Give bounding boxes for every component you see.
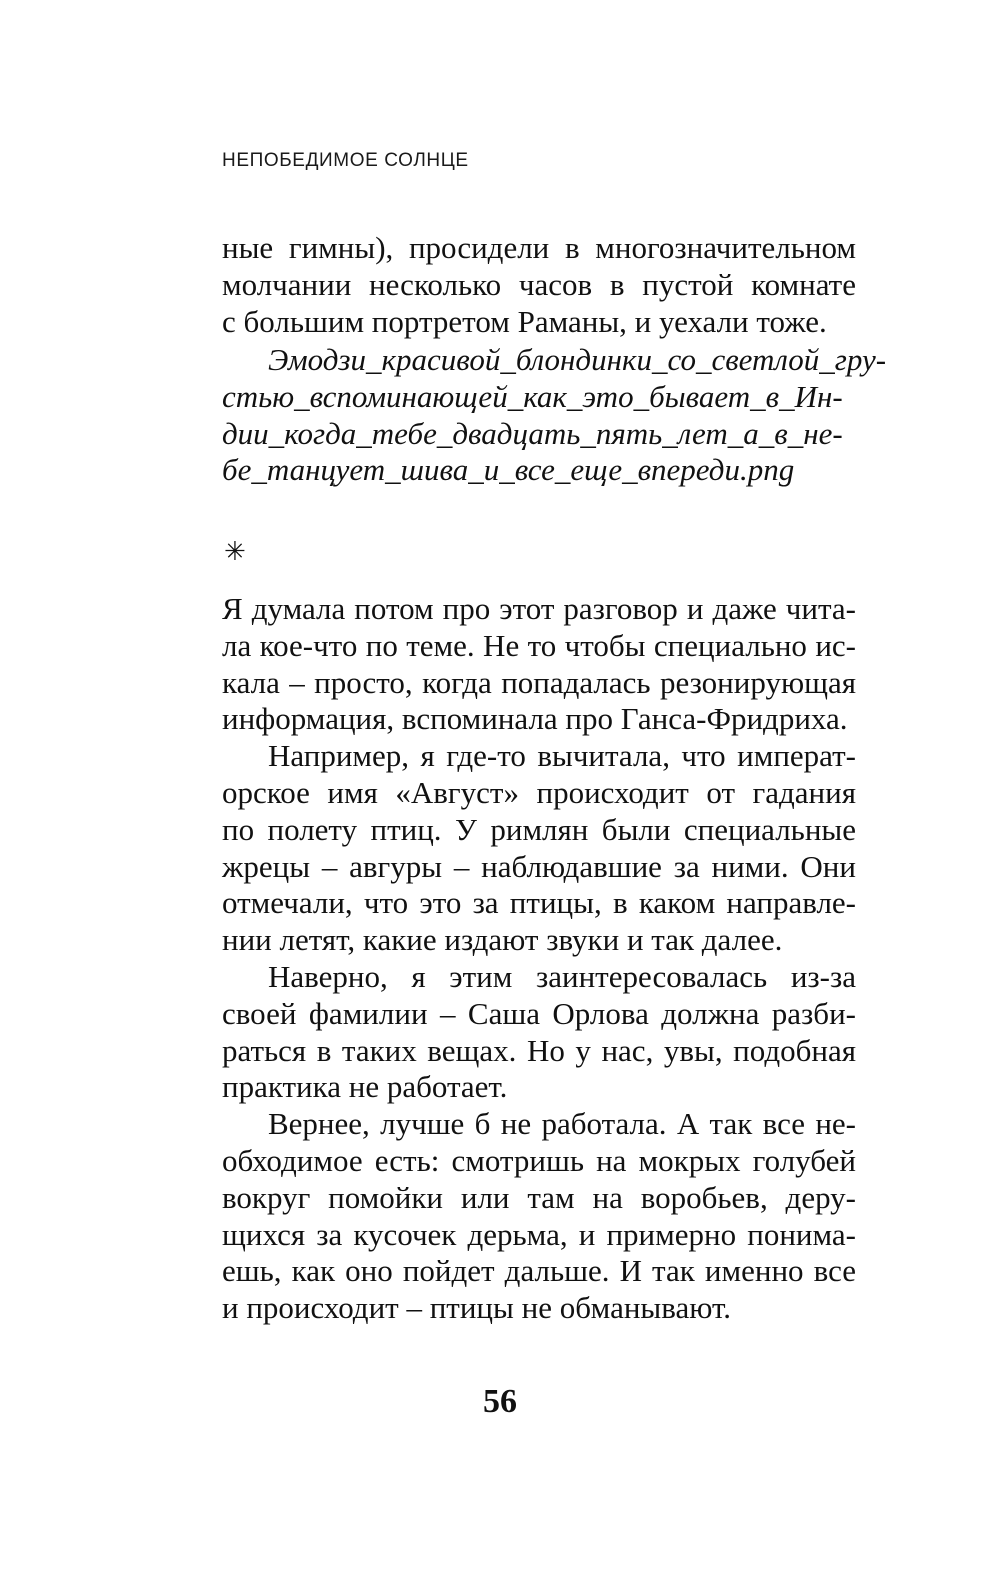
text-line: Я думала потом про этот разговор и даже чита- [222, 591, 856, 626]
paragraph-augurs [222, 738, 856, 959]
text-line: Наверно, я этим заинтересовалась из-за [268, 958, 856, 994]
text-line: бе_танцует_шива_и_все_еще_впереди.png [222, 452, 795, 488]
text-line: обходимое есть: смотришь на мокрых голубей [222, 1142, 856, 1178]
text-line: Вернее, лучше б не работала. А так все не- [268, 1106, 856, 1142]
text-line: ешь, как оно пойдет дальше. И так именно все [222, 1253, 856, 1289]
text-line: практика не работает. [222, 1069, 508, 1105]
text-line: своей фамилии – Саша Орлова должна разби- [222, 995, 856, 1031]
text-line: информация, вспоминала про Ганса-Фридриха. [222, 701, 848, 737]
text-line: молчании несколько часов в пустой комнате [222, 266, 856, 302]
text-line: с большим портретом Раманы, и уехали тоже. [222, 303, 827, 339]
text-line: орское имя «Август» происходит от гадания [222, 774, 856, 810]
text-line: по полету птиц. У римлян были специальные [222, 811, 856, 847]
text-line: ла кое-что по теме. Не то чтобы специально ис- [222, 627, 856, 663]
section-body [222, 591, 856, 1327]
paragraph-conversation [222, 591, 856, 738]
text-line: жрецы – авгуры – наблюдавшие за ними. Они [222, 848, 856, 884]
section-separator-star-icon: ✳ [224, 537, 246, 567]
text-line: вокруг помойки или там на воробьев, деру- [222, 1179, 856, 1215]
page-number: 56 [483, 1383, 517, 1420]
text-line: ные гимны), просидели в многозначительном [222, 230, 856, 265]
text-line: кала – просто, когда попадалась резонирующая [222, 664, 856, 700]
text-line: щихся за кусочек дерьма, и примерно понима- [222, 1216, 856, 1252]
paragraph-emoji-filename [222, 342, 887, 489]
paragraph-hymns [222, 230, 856, 340]
paragraph-surname [222, 959, 856, 1106]
text-line: и происходит – птицы не обманывают. [222, 1290, 731, 1326]
text-line: Например, я где-то вычитала, что императ- [268, 738, 856, 774]
text-line: дии_когда_тебе_двадцать_пять_лет_а_в_не- [222, 415, 843, 451]
running-head: НЕПОБЕДИМОЕ СОЛНЦЕ [222, 150, 469, 171]
text-line: нии летят, какие издают звуки и так далее. [222, 922, 783, 958]
text-line: раться в таких вещах. Но у нас, увы, подобная [222, 1032, 856, 1068]
text-line: стью_вспоминающей_как_это_бывает_в_Ин- [222, 378, 843, 414]
text-line: отмечали, что это за птицы, в каком направле- [222, 885, 856, 921]
paragraph-birds [222, 1106, 856, 1327]
text-line: Эмодзи_красивой_блондинки_со_светлой_гру- [268, 342, 887, 377]
